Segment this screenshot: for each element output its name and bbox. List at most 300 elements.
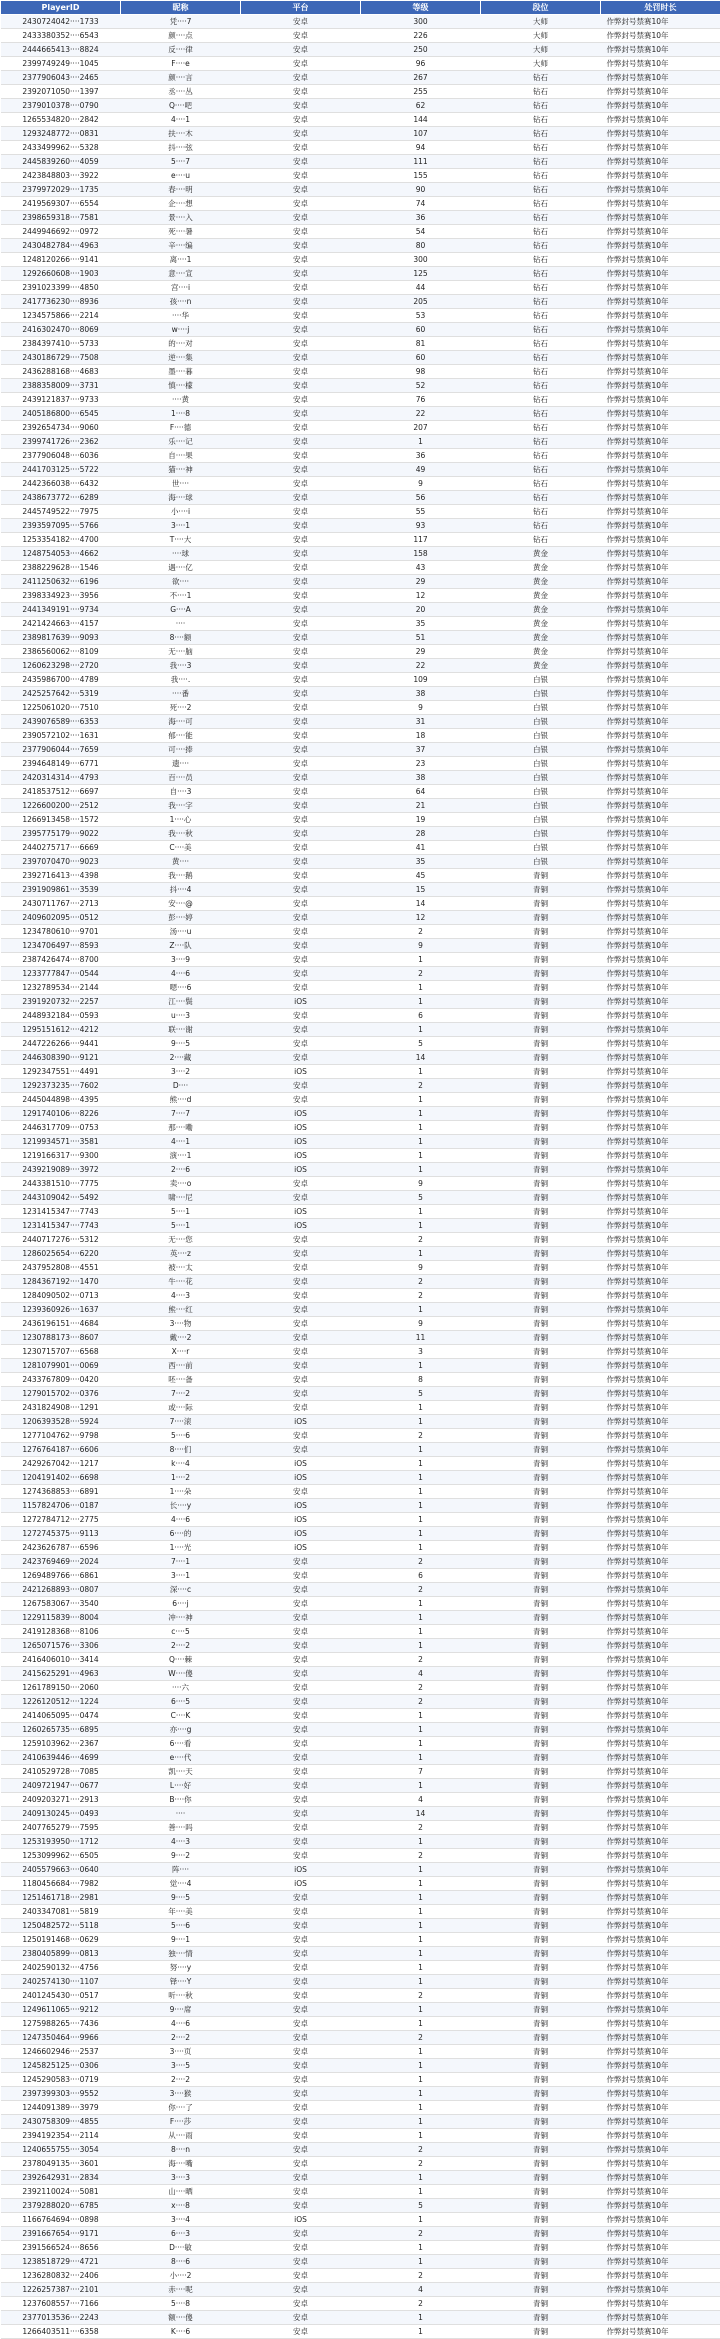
cell-level: 31 [361, 715, 481, 729]
cell-rank: 白银 [481, 841, 601, 855]
table-row [1, 1317, 720, 1331]
table-row [1, 981, 720, 995]
cell-level: 2 [361, 1275, 481, 1289]
cell-platform: 安卓 [241, 1905, 361, 1919]
cell-player-id: 1267583067····3540 [1, 1597, 121, 1611]
cell-nickname: 2····2 [121, 1639, 241, 1653]
cell-penalty-duration: 作弊封号禁赛10年 [601, 2171, 720, 2185]
cell-level: 56 [361, 491, 481, 505]
table-row [1, 225, 720, 239]
cell-platform: 安卓 [241, 1597, 361, 1611]
cell-level: 35 [361, 617, 481, 631]
table-row [1, 1065, 720, 1079]
cell-player-id: 2409130245····0493 [1, 1807, 121, 1821]
cell-platform: 安卓 [241, 1023, 361, 1037]
cell-player-id: 1272784712····2775 [1, 1513, 121, 1527]
cell-player-id: 1276764187····6606 [1, 1443, 121, 1457]
cell-penalty-duration: 作弊封号禁赛10年 [601, 1541, 720, 1555]
cell-platform: 安卓 [241, 1359, 361, 1373]
cell-nickname: D····敏 [121, 2241, 241, 2255]
cell-player-id: 1253099962····6505 [1, 1849, 121, 1863]
cell-rank: 青铜 [481, 1135, 601, 1149]
cell-platform: 安卓 [241, 239, 361, 253]
table-row [1, 785, 720, 799]
cell-penalty-duration: 作弊封号禁赛10年 [601, 155, 720, 169]
cell-platform: iOS [241, 1149, 361, 1163]
table-row [1, 1905, 720, 1919]
cell-penalty-duration: 作弊封号禁赛10年 [601, 1177, 720, 1191]
cell-nickname: 4····6 [121, 2017, 241, 2031]
cell-nickname: 冲····神 [121, 1611, 241, 1625]
cell-nickname: 1····朵 [121, 1485, 241, 1499]
cell-nickname: 9····席 [121, 2003, 241, 2017]
table-row [1, 1233, 720, 1247]
table-row [1, 1961, 720, 1975]
cell-platform: 安卓 [241, 57, 361, 71]
cell-penalty-duration: 作弊封号禁赛10年 [601, 701, 720, 715]
cell-penalty-duration: 作弊封号禁赛10年 [601, 2129, 720, 2143]
table-row [1, 1401, 720, 1415]
cell-level: 1 [361, 1919, 481, 1933]
table-row [1, 1765, 720, 1779]
table-row [1, 85, 720, 99]
cell-platform: 安卓 [241, 1079, 361, 1093]
cell-platform: iOS [241, 1527, 361, 1541]
cell-rank: 青铜 [481, 1471, 601, 1485]
cell-platform: 安卓 [241, 421, 361, 435]
cell-player-id: 1239360926····1637 [1, 1303, 121, 1317]
cell-rank: 青铜 [481, 1233, 601, 1247]
cell-nickname: 3····9 [121, 953, 241, 967]
cell-player-id: 2402574130····1107 [1, 1975, 121, 1989]
cell-player-id: 2433767809····0420 [1, 1373, 121, 1387]
cell-platform: 安卓 [241, 519, 361, 533]
cell-rank: 青铜 [481, 1121, 601, 1135]
table-row [1, 967, 720, 981]
cell-penalty-duration: 作弊封号禁赛10年 [601, 1905, 720, 1919]
cell-player-id: 2449946692····0972 [1, 225, 121, 239]
cell-level: 2 [361, 1849, 481, 1863]
cell-penalty-duration: 作弊封号禁赛10年 [601, 827, 720, 841]
cell-rank: 青铜 [481, 981, 601, 995]
cell-nickname: ···· [121, 617, 241, 631]
cell-player-id: 1284090502····0713 [1, 1289, 121, 1303]
table-row [1, 1709, 720, 1723]
cell-rank: 青铜 [481, 1863, 601, 1877]
cell-player-id: 1253354182····4700 [1, 533, 121, 547]
cell-penalty-duration: 作弊封号禁赛10年 [601, 1709, 720, 1723]
cell-penalty-duration: 作弊封号禁赛10年 [601, 421, 720, 435]
cell-player-id: 2377013536····2243 [1, 2311, 121, 2325]
cell-platform: iOS [241, 1415, 361, 1429]
cell-platform: iOS [241, 1863, 361, 1877]
cell-level: 98 [361, 365, 481, 379]
cell-rank: 青铜 [481, 2045, 601, 2059]
cell-level: 5 [361, 1387, 481, 1401]
cell-level: 300 [361, 253, 481, 267]
cell-player-id: 2439076589····6353 [1, 715, 121, 729]
cell-rank: 青铜 [481, 1527, 601, 1541]
table-row [1, 2311, 720, 2325]
cell-penalty-duration: 作弊封号禁赛10年 [601, 449, 720, 463]
table-row [1, 491, 720, 505]
cell-nickname: 觉····4 [121, 1877, 241, 1891]
cell-rank: 白银 [481, 701, 601, 715]
cell-platform: 安卓 [241, 1681, 361, 1695]
cell-penalty-duration: 作弊封号禁赛10年 [601, 1569, 720, 1583]
cell-nickname: 英····z [121, 1247, 241, 1261]
cell-platform: 安卓 [241, 2031, 361, 2045]
cell-rank: 青铜 [481, 2227, 601, 2241]
cell-platform: 安卓 [241, 1779, 361, 1793]
cell-penalty-duration: 作弊封号禁赛10年 [601, 1037, 720, 1051]
cell-penalty-duration: 作弊封号禁赛10年 [601, 183, 720, 197]
cell-platform: 安卓 [241, 827, 361, 841]
cell-platform: 安卓 [241, 757, 361, 771]
cell-player-id: 1293248772····0831 [1, 127, 121, 141]
cell-platform: 安卓 [241, 1191, 361, 1205]
cell-player-id: 2443109042····5492 [1, 1191, 121, 1205]
cell-penalty-duration: 作弊封号禁赛10年 [601, 15, 720, 29]
cell-rank: 钻石 [481, 141, 601, 155]
cell-nickname: 无····脑 [121, 645, 241, 659]
cell-rank: 青铜 [481, 1989, 601, 2003]
cell-level: 4 [361, 2283, 481, 2297]
cell-rank: 青铜 [481, 1443, 601, 1457]
cell-platform: 安卓 [241, 1933, 361, 1947]
cell-player-id: 1236280832····2406 [1, 2269, 121, 2283]
table-row [1, 365, 720, 379]
cell-rank: 青铜 [481, 1289, 601, 1303]
table-row [1, 1219, 720, 1233]
cell-platform: 安卓 [241, 1317, 361, 1331]
cell-rank: 白银 [481, 855, 601, 869]
cell-rank: 青铜 [481, 1317, 601, 1331]
cell-level: 45 [361, 869, 481, 883]
cell-player-id: 1225061020····7510 [1, 701, 121, 715]
cell-rank: 青铜 [481, 1359, 601, 1373]
cell-penalty-duration: 作弊封号禁赛10年 [601, 1149, 720, 1163]
cell-penalty-duration: 作弊封号禁赛10年 [601, 2031, 720, 2045]
cell-penalty-duration: 作弊封号禁赛10年 [601, 169, 720, 183]
cell-player-id: 1233777847····0544 [1, 967, 121, 981]
cell-platform: iOS [241, 1107, 361, 1121]
cell-player-id: 2425257642····5319 [1, 687, 121, 701]
cell-level: 117 [361, 533, 481, 547]
cell-level: 60 [361, 351, 481, 365]
cell-penalty-duration: 作弊封号禁赛10年 [601, 1121, 720, 1135]
cell-level: 1 [361, 1499, 481, 1513]
cell-platform: iOS [241, 1205, 361, 1219]
cell-nickname: 铎····Y [121, 1975, 241, 1989]
cell-penalty-duration: 作弊封号禁赛10年 [601, 2199, 720, 2213]
cell-penalty-duration: 作弊封号禁赛10年 [601, 897, 720, 911]
cell-nickname: c····5 [121, 1625, 241, 1639]
cell-player-id: 2431824908····1291 [1, 1401, 121, 1415]
cell-penalty-duration: 作弊封号禁赛10年 [601, 2185, 720, 2199]
cell-rank: 青铜 [481, 1331, 601, 1345]
cell-penalty-duration: 作弊封号禁赛10年 [601, 1401, 720, 1415]
cell-penalty-duration: 作弊封号禁赛10年 [601, 1723, 720, 1737]
table-row [1, 2171, 720, 2185]
cell-level: 14 [361, 1807, 481, 1821]
cell-rank: 青铜 [481, 2087, 601, 2101]
cell-penalty-duration: 作弊封号禁赛10年 [601, 2045, 720, 2059]
cell-penalty-duration: 作弊封号禁赛10年 [601, 1807, 720, 1821]
cell-level: 81 [361, 337, 481, 351]
table-row [1, 309, 720, 323]
cell-nickname: 8····额 [121, 631, 241, 645]
cell-penalty-duration: 作弊封号禁赛10年 [601, 785, 720, 799]
cell-level: 111 [361, 155, 481, 169]
cell-player-id: 2398659318····7581 [1, 211, 121, 225]
cell-penalty-duration: 作弊封号禁赛10年 [601, 2059, 720, 2073]
cell-rank: 钻石 [481, 239, 601, 253]
cell-penalty-duration: 作弊封号禁赛10年 [601, 1275, 720, 1289]
cell-player-id: 2430758309····4855 [1, 2115, 121, 2129]
cell-platform: 安卓 [241, 1961, 361, 1975]
cell-player-id: 2435986700····4789 [1, 673, 121, 687]
cell-platform: 安卓 [241, 127, 361, 141]
table-row [1, 2269, 720, 2283]
table-row [1, 2213, 720, 2227]
table-row [1, 771, 720, 785]
cell-level: 1 [361, 1877, 481, 1891]
cell-nickname: 7····1 [121, 1555, 241, 1569]
cell-rank: 钻石 [481, 225, 601, 239]
cell-nickname: 3····1 [121, 1569, 241, 1583]
cell-level: 6 [361, 1009, 481, 1023]
cell-penalty-duration: 作弊封号禁赛10年 [601, 673, 720, 687]
cell-rank: 青铜 [481, 1191, 601, 1205]
cell-nickname: 4····3 [121, 1289, 241, 1303]
cell-level: 1 [361, 1135, 481, 1149]
cell-level: 1 [361, 1121, 481, 1135]
table-row [1, 351, 720, 365]
cell-nickname: 自····3 [121, 785, 241, 799]
cell-player-id: 2388358009····3731 [1, 379, 121, 393]
cell-rank: 钻石 [481, 435, 601, 449]
cell-level: 14 [361, 897, 481, 911]
cell-penalty-duration: 作弊封号禁赛10年 [601, 813, 720, 827]
cell-player-id: 1281079901····0069 [1, 1359, 121, 1373]
cell-rank: 青铜 [481, 1513, 601, 1527]
cell-nickname: k····4 [121, 1457, 241, 1471]
cell-rank: 青铜 [481, 1541, 601, 1555]
cell-rank: 钻石 [481, 85, 601, 99]
cell-player-id: 2410639446····4699 [1, 1751, 121, 1765]
cell-player-id: 1230788173····8607 [1, 1331, 121, 1345]
cell-rank: 黄金 [481, 603, 601, 617]
cell-rank: 青铜 [481, 1037, 601, 1051]
cell-rank: 白银 [481, 785, 601, 799]
cell-penalty-duration: 作弊封号禁赛10年 [601, 1051, 720, 1065]
table-row [1, 2087, 720, 2101]
table-row [1, 687, 720, 701]
cell-rank: 青铜 [481, 2311, 601, 2325]
table-row [1, 99, 720, 113]
cell-player-id: 1234780610····9701 [1, 925, 121, 939]
cell-nickname: 1····光 [121, 1541, 241, 1555]
cell-nickname: 遇····亿 [121, 561, 241, 575]
cell-player-id: 1269489766····6861 [1, 1569, 121, 1583]
cell-level: 255 [361, 85, 481, 99]
cell-platform: 安卓 [241, 953, 361, 967]
cell-nickname: 年····美 [121, 1905, 241, 1919]
cell-penalty-duration: 作弊封号禁赛10年 [601, 1009, 720, 1023]
table-row [1, 505, 720, 519]
cell-level: 1 [361, 2241, 481, 2255]
cell-level: 1 [361, 1219, 481, 1233]
cell-level: 1 [361, 2101, 481, 2115]
cell-nickname: 熊····红 [121, 1303, 241, 1317]
cell-platform: 安卓 [241, 113, 361, 127]
cell-rank: 白银 [481, 799, 601, 813]
cell-penalty-duration: 作弊封号禁赛10年 [601, 1233, 720, 1247]
cell-rank: 青铜 [481, 1597, 601, 1611]
cell-level: 2 [361, 1079, 481, 1093]
cell-rank: 青铜 [481, 2297, 601, 2311]
cell-nickname: 6····j [121, 1597, 241, 1611]
cell-platform: 安卓 [241, 1793, 361, 1807]
cell-nickname: 2····2 [121, 2073, 241, 2087]
cell-rank: 青铜 [481, 1387, 601, 1401]
cell-player-id: 1245290583····0719 [1, 2073, 121, 2087]
cell-rank: 青铜 [481, 1877, 601, 1891]
table-row [1, 1639, 720, 1653]
cell-platform: 安卓 [241, 1751, 361, 1765]
cell-player-id: 2445839260····4059 [1, 155, 121, 169]
cell-platform: 安卓 [241, 1261, 361, 1275]
cell-penalty-duration: 作弊封号禁赛10年 [601, 1443, 720, 1457]
cell-player-id: 1219166317····9300 [1, 1149, 121, 1163]
cell-platform: 安卓 [241, 2143, 361, 2157]
cell-nickname: 9····1 [121, 1933, 241, 1947]
table-row [1, 729, 720, 743]
cell-rank: 白银 [481, 813, 601, 827]
cell-player-id: 1157824706····0187 [1, 1499, 121, 1513]
table-row [1, 2297, 720, 2311]
cell-platform: 安卓 [241, 841, 361, 855]
table-row [1, 1583, 720, 1597]
cell-level: 1 [361, 1093, 481, 1107]
cell-nickname: 景····入 [121, 211, 241, 225]
cell-nickname: 江····鬓 [121, 995, 241, 1009]
cell-penalty-duration: 作弊封号禁赛10年 [601, 477, 720, 491]
cell-penalty-duration: 作弊封号禁赛10年 [601, 1219, 720, 1233]
cell-nickname: ····六 [121, 1681, 241, 1695]
cell-nickname: 颜····言 [121, 71, 241, 85]
cell-nickname: 努····y [121, 1961, 241, 1975]
cell-level: 15 [361, 883, 481, 897]
cell-level: 43 [361, 561, 481, 575]
cell-nickname: 长····y [121, 1499, 241, 1513]
cell-rank: 钻石 [481, 379, 601, 393]
cell-platform: 安卓 [241, 197, 361, 211]
cell-level: 9 [361, 1177, 481, 1191]
cell-level: 1 [361, 2073, 481, 2087]
cell-nickname: 凭····7 [121, 15, 241, 29]
table-row [1, 197, 720, 211]
cell-nickname: 黄···· [121, 855, 241, 869]
cell-player-id: 1244091389····3979 [1, 2101, 121, 2115]
cell-player-id: 2437952808····4551 [1, 1261, 121, 1275]
cell-player-id: 2390572102····1631 [1, 729, 121, 743]
cell-rank: 钻石 [481, 169, 601, 183]
cell-player-id: 2398334923····3956 [1, 589, 121, 603]
cell-level: 4 [361, 1793, 481, 1807]
cell-player-id: 2399749249····1045 [1, 57, 121, 71]
cell-platform: iOS [241, 1499, 361, 1513]
cell-penalty-duration: 作弊封号禁赛10年 [601, 2115, 720, 2129]
cell-platform: 安卓 [241, 1247, 361, 1261]
cell-nickname: 3····1 [121, 519, 241, 533]
cell-penalty-duration: 作弊封号禁赛10年 [601, 967, 720, 981]
cell-player-id: 2392110024····5081 [1, 2185, 121, 2199]
cell-level: 2 [361, 2031, 481, 2045]
cell-penalty-duration: 作弊封号禁赛10年 [601, 2101, 720, 2115]
cell-level: 1 [361, 1933, 481, 1947]
cell-rank: 青铜 [481, 1219, 601, 1233]
cell-penalty-duration: 作弊封号禁赛10年 [601, 1681, 720, 1695]
cell-nickname: 死····暑 [121, 225, 241, 239]
cell-player-id: 2433499962····5328 [1, 141, 121, 155]
cell-rank: 白银 [481, 827, 601, 841]
table-row [1, 603, 720, 617]
cell-platform: 安卓 [241, 2003, 361, 2017]
cell-platform: 安卓 [241, 561, 361, 575]
cell-nickname: C····美 [121, 841, 241, 855]
cell-nickname: ····黄 [121, 393, 241, 407]
cell-platform: 安卓 [241, 883, 361, 897]
cell-nickname: 5····6 [121, 1429, 241, 1443]
cell-penalty-duration: 作弊封号禁赛10年 [601, 267, 720, 281]
cell-nickname: 6····3 [121, 2227, 241, 2241]
cell-rank: 钻石 [481, 393, 601, 407]
cell-nickname: C····K [121, 1709, 241, 1723]
cell-rank: 青铜 [481, 1723, 601, 1737]
cell-player-id: 2378049135····3601 [1, 2157, 121, 2171]
cell-penalty-duration: 作弊封号禁赛10年 [601, 883, 720, 897]
cell-player-id: 2444665413····8824 [1, 43, 121, 57]
cell-rank: 青铜 [481, 1639, 601, 1653]
cell-player-id: 2440275717····6669 [1, 841, 121, 855]
cell-platform: 安卓 [241, 2157, 361, 2171]
cell-level: 52 [361, 379, 481, 393]
cell-nickname: 小····i [121, 505, 241, 519]
table-row [1, 337, 720, 351]
cell-penalty-duration: 作弊封号禁赛10年 [601, 379, 720, 393]
cell-player-id: 2392642931····2834 [1, 2171, 121, 2185]
cell-penalty-duration: 作弊封号禁赛10年 [601, 1961, 720, 1975]
cell-penalty-duration: 作弊封号禁赛10年 [601, 1471, 720, 1485]
cell-level: 8 [361, 1373, 481, 1387]
table-row [1, 953, 720, 967]
cell-level: 29 [361, 645, 481, 659]
cell-player-id: 2409721947····0677 [1, 1779, 121, 1793]
cell-rank: 白银 [481, 673, 601, 687]
cell-level: 1 [361, 1611, 481, 1625]
cell-level: 20 [361, 603, 481, 617]
cell-player-id: 2377906043····2465 [1, 71, 121, 85]
cell-platform: 安卓 [241, 1275, 361, 1289]
cell-level: 1 [361, 2311, 481, 2325]
cell-penalty-duration: 作弊封号禁赛10年 [601, 925, 720, 939]
cell-platform: 安卓 [241, 1807, 361, 1821]
cell-level: 93 [361, 519, 481, 533]
cell-penalty-duration: 作弊封号禁赛10年 [601, 1457, 720, 1471]
cell-nickname: 4····3 [121, 1835, 241, 1849]
